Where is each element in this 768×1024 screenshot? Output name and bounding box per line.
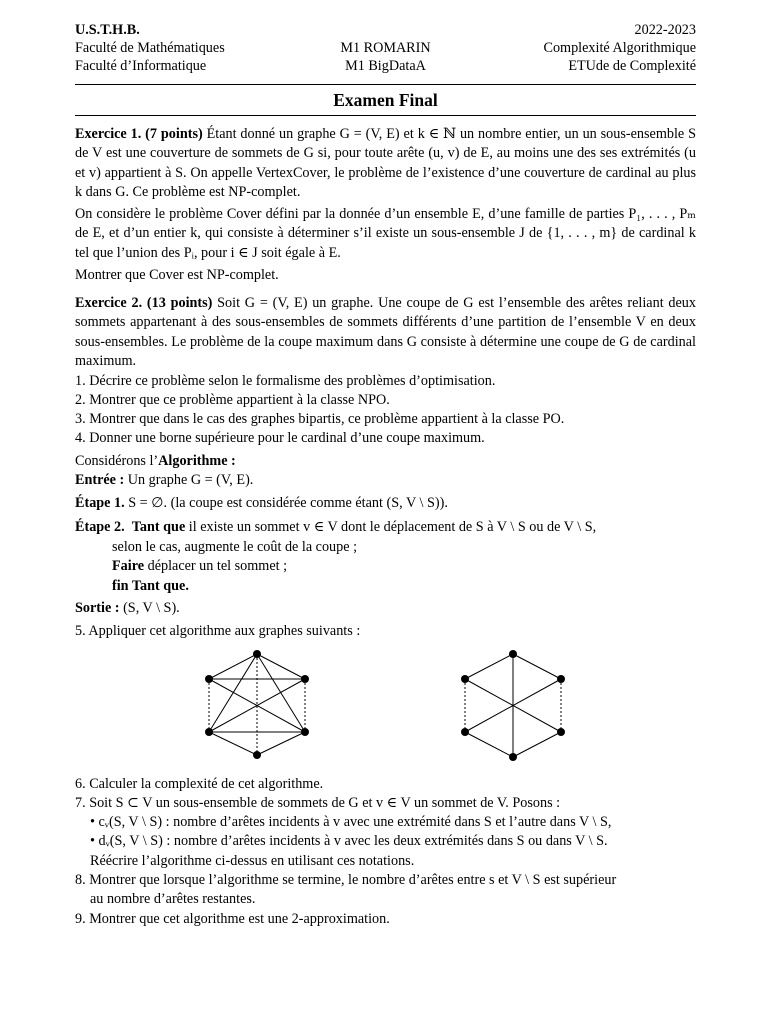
- academic-year: 2022-2023: [634, 22, 696, 38]
- graph-2-vertex: [461, 675, 469, 683]
- course-sub: ETUde de Complexité: [568, 58, 696, 74]
- bullet-d: • dᵥ(S, V \ S) : nombre d’arêtes incidents à v avec les deux extrémités dans S ou dans V \ S.: [90, 833, 608, 849]
- input-text: Un graphe G = (V, E).: [124, 472, 254, 488]
- header-right: [543, 21, 696, 75]
- algorithm-input: [75, 471, 696, 490]
- graph-2-vertex: [509, 753, 517, 761]
- step2-continuation: selon le cas, augmente le coût de la coupe ;: [112, 539, 358, 555]
- program-romarin: M1 ROMARIN: [340, 40, 431, 56]
- question-8-cont: au nombre d’arêtes restantes.: [90, 891, 256, 907]
- do-text: déplacer un tel sommet ;: [144, 558, 288, 574]
- university-name: U.S.T.H.B.: [75, 22, 140, 38]
- graph-1-vertex: [253, 751, 261, 759]
- graph-2-vertex: [557, 728, 565, 736]
- graph-1-vertex: [301, 728, 309, 736]
- question-7: 7. Soit S ⊂ V un sous-ensemble de sommets de G et v ∈ V un sommet de V. Posons :: [75, 795, 561, 811]
- ex1-text: Étant donné un graphe G = (V, E) et k ∈ ℕ un nombre entier, un un sous-ensemble S de V est une couverture de sommets de G si, pour toute arête (u, v) de E, au moins une des ses extrémités (u et v) appartient à S. On appelle VertexCover, le problème de l’existence d’une couverture de cardinal au plus k dans G. Ce problème est NP-complet.: [75, 126, 696, 201]
- graph-1-vertex: [301, 675, 309, 683]
- graph-2-vertex: [461, 728, 469, 736]
- algorithm-intro-text: Considérons l’: [75, 453, 159, 469]
- algorithm-step2: [75, 518, 696, 537]
- ex1-para2: On considère le problème Cover défini par la donnée d’un ensemble E, d’une famille de parties P₁, . . . , Pₘ de E, et d’un entier k, qui consiste à déterminer s’il existe un sous-ensemble J de {1, . . . , m} de cardinal k tel que l’union des Pᵢ, pour i ∈ J soit égale à E.: [75, 206, 696, 261]
- step2-label: Étape 2.: [75, 519, 125, 535]
- step1-label: Étape 1.: [75, 495, 125, 511]
- question-9: 9. Montrer que cet algorithme est une 2-approximation.: [75, 911, 390, 927]
- ex2-heading: Exercice 2. (13 points): [75, 295, 213, 311]
- graph-1-vertex: [205, 728, 213, 736]
- question-8: 8. Montrer que lorsque l’algorithme se termine, le nombre d’arêtes entre s et V \ S est supérieur: [75, 872, 617, 888]
- program-bigdata: M1 BigDataA: [345, 58, 426, 74]
- question-3: 3. Montrer que dans le cas des graphes bipartis, ce problème appartient à la classe PO.: [75, 411, 565, 427]
- step2-text: il existe un sommet v ∈ V dont le déplacement de S à V \ S ou de V \ S,: [185, 519, 597, 535]
- faculty-info: Faculté d’Informatique: [75, 58, 207, 74]
- algorithm-do: [112, 557, 696, 576]
- faculty-math: Faculté de Mathématiques: [75, 40, 225, 56]
- while-label: Tant que: [131, 519, 186, 535]
- end-while: fin Tant que.: [112, 578, 189, 594]
- bullet-c: • cᵥ(S, V \ S) : nombre d’arêtes incidents à v avec une extrémité dans S et l’autre dans V \ S,: [90, 814, 612, 830]
- graph-1-vertex: [205, 675, 213, 683]
- graph-2-vertex: [557, 675, 565, 683]
- do-label: Faire: [112, 558, 145, 574]
- algorithm-step1: [75, 494, 696, 513]
- ex1-para3: Montrer que Cover est NP-complet.: [75, 267, 279, 283]
- step1-text: S = ∅. (la coupe est considérée comme étant (S, V \ S)).: [124, 495, 448, 511]
- question-6: 6. Calculer la complexité de cet algorithme.: [75, 776, 324, 792]
- algorithm-output: [75, 599, 696, 618]
- graph-1: [196, 643, 322, 763]
- graph-1-vertex: [253, 650, 261, 658]
- ex1-para1: [75, 125, 696, 203]
- ex1-heading: Exercice 1. (7 points): [75, 126, 203, 142]
- top-rule: [75, 84, 696, 85]
- question-4: 4. Donner une borne supérieure pour le cardinal d’une coupe maximum.: [75, 430, 485, 446]
- course-name: Complexité Algorithmique: [543, 40, 696, 56]
- output-label: Sortie :: [75, 600, 120, 616]
- output-text: (S, V \ S).: [119, 600, 180, 616]
- question-7-rewrite: Réécrire l’algorithme ci-dessus en utilisant ces notations.: [90, 853, 415, 869]
- title-rule: [75, 115, 696, 116]
- algorithm-intro: [75, 452, 696, 471]
- question-1: 1. Décrire ce problème selon le formalisme des problèmes d’optimisation.: [75, 373, 496, 389]
- graph-2: [452, 643, 578, 767]
- ex2-intro: [75, 294, 696, 372]
- input-label: Entrée :: [75, 472, 125, 488]
- exam-title: Examen Final: [333, 90, 438, 110]
- algorithm-word: Algorithme :: [158, 453, 236, 469]
- question-2: 2. Montrer que ce problème appartient à la classe NPO.: [75, 392, 390, 408]
- ex2-text: Soit G = (V, E) un graphe. Une coupe de G est l’ensemble des arêtes reliant deux sommets appartenant à des sous-ensembles de sommets différents d’une partition de l’ensemble V en deux sous-ensembles. Le problème de la coupe maximum dans G consiste à détermine une coupe de G de cardinal maximum.: [75, 295, 696, 370]
- graph-2-vertex: [509, 650, 517, 658]
- question-5: 5. Appliquer cet algorithme aux graphes suivants :: [75, 623, 361, 639]
